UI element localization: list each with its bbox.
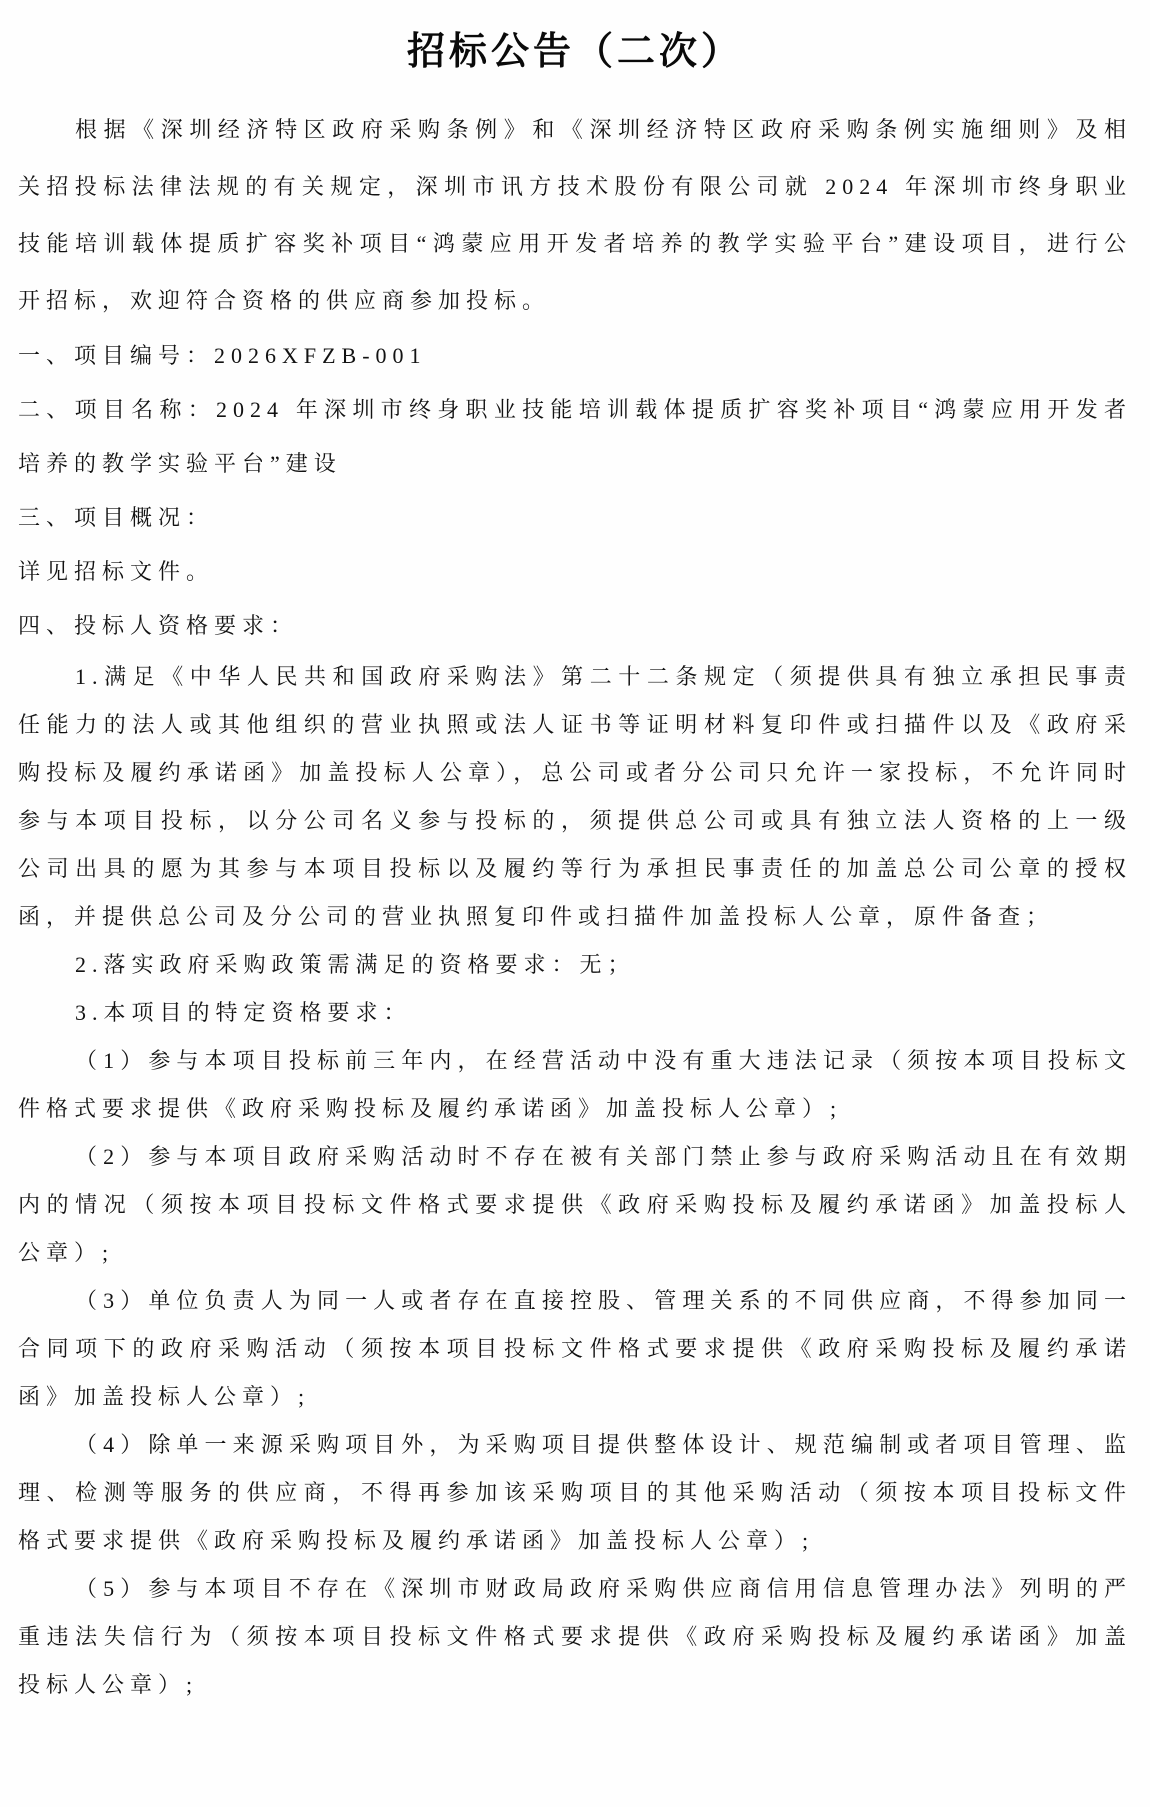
bidder-qualification-heading: 四、投标人资格要求： xyxy=(18,613,299,638)
qualification-item-2: 2.落实政府采购政策需满足的资格要求：无； xyxy=(75,952,636,977)
intro-paragraph: 根据《深圳经济特区政府采购条例》和《深圳经济特区政府采购条例实施细则》及相关招投标法律法规的有关规定，深圳市讯方技术股份有限公司就 2024 年深圳市终身职业技能培训载体提质扩容奖补项目“鸿蒙应用开发者培养的教学实验平台”建设项目，进行公开招标，欢迎符合资格的供应商参加投标。 xyxy=(18,117,1132,313)
qualification-item-1: 1.满足《中华人民共和国政府采购法》第二十二条规定（须提供具有独立承担民事责任能力的法人或其他组织的营业执照或法人证书等证明材料复印件或扫描件以及《政府采购投标及履约承诺函》加盖投标人公章），总公司或者分公司只允许一家投标，不允许同时参与本项目投标，以分公司名义参与投标的，须提供总公司或具有独立法人资格的上一级公司出具的愿为其参与本项目投标以及履约等行为承担民事责任的加盖总公司公章的授权函，并提供总公司及分公司的营业执照复印件或扫描件加盖投标人公章，原件备查； xyxy=(18,664,1132,929)
specific-requirement-1: （1）参与本项目投标前三年内，在经营活动中没有重大违法记录（须按本项目投标文件格式要求提供《政府采购投标及履约承诺函》加盖投标人公章）; xyxy=(18,1048,1132,1121)
specific-requirement-3: （3）单位负责人为同一人或者存在直接控股、管理关系的不同供应商，不得参加同一合同项下的政府采购活动（须按本项目投标文件格式要求提供《政府采购投标及履约承诺函》加盖投标人公章）; xyxy=(18,1288,1132,1409)
document-title: 招标公告（二次） xyxy=(406,31,743,73)
project-number-item: 一、项目编号：2026XFZB-001 xyxy=(18,343,427,368)
project-overview-heading: 三、项目概况： xyxy=(18,505,215,530)
project-overview-body: 详见招标文件。 xyxy=(18,559,215,584)
specific-requirement-5: （5）参与本项目不存在《深圳市财政局政府采购供应商信用信息管理办法》列明的严重违法失信行为（须按本项目投标文件格式要求提供《政府采购投标及履约承诺函》加盖投标人公章）; xyxy=(18,1576,1132,1697)
specific-requirement-2: （2）参与本项目政府采购活动时不存在被有关部门禁止参与政府采购活动且在有效期内的情况（须按本项目投标文件格式要求提供《政府采购投标及履约承诺函》加盖投标人公章）; xyxy=(18,1144,1132,1265)
specific-requirement-4: （4）除单一来源采购项目外，为采购项目提供整体设计、规范编制或者项目管理、监理、检测等服务的供应商，不得再参加该采购项目的其他采购活动（须按本项目投标文件格式要求提供《政府采购投标及履约承诺函》加盖投标人公章）; xyxy=(18,1432,1132,1553)
project-name-item: 二、项目名称：2024 年深圳市终身职业技能培训载体提质扩容奖补项目“鸿蒙应用开发者培养的教学实验平台”建设 xyxy=(18,397,1132,476)
qualification-item-3: 3.本项目的特定资格要求： xyxy=(75,1000,412,1025)
